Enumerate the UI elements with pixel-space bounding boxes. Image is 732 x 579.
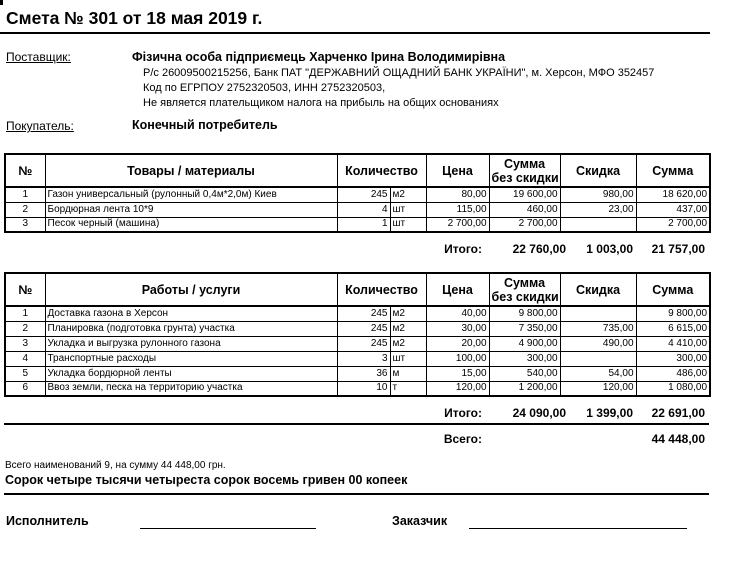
row-sum: 437,00 (636, 202, 710, 217)
row-discount: 120,00 (560, 381, 636, 396)
works-col-sum-no-discount: Сумма без скидки (489, 273, 560, 306)
row-price: 115,00 (426, 202, 489, 217)
customer-label: Заказчик (392, 514, 448, 528)
row-num: 3 (5, 336, 45, 351)
row-num: 1 (5, 187, 45, 202)
goods-col-sum-no-discount: Сумма без скидки (489, 154, 560, 187)
goods-table (4, 153, 711, 233)
works-header-row (5, 273, 710, 306)
row-sum-no-discount: 1 200,00 (489, 381, 560, 396)
row-unit: м2 (390, 187, 426, 202)
goods-col-sum: Сумма (636, 154, 710, 187)
row-sum-no-discount: 7 350,00 (489, 321, 560, 336)
customer-signature-line (469, 528, 687, 529)
row-price: 30,00 (426, 321, 489, 336)
row-name: Укладка бордюрной ленты (45, 366, 337, 381)
totals-divider (4, 423, 709, 425)
goods-col-qty: Количество (337, 154, 426, 187)
supplier-tax-status: Не является плательщиком налога на прибыль на общих основаниях (143, 97, 499, 109)
buyer-label: Покупатель: (6, 119, 74, 133)
goods-col-price: Цена (426, 154, 489, 187)
works-col-qty: Количество (337, 273, 426, 306)
row-qty: 4 (337, 202, 390, 217)
row-sum-no-discount: 9 800,00 (489, 306, 560, 321)
table-row (5, 321, 710, 336)
works-table (4, 272, 711, 397)
goods-col-num: № (5, 154, 45, 187)
amount-in-words: Сорок четыре тысячи четыреста сорок восемь гривен 00 копеек (5, 473, 408, 487)
row-name: Газон универсальный (рулонный 0,4м*2,0м) Киев (45, 187, 337, 202)
row-unit: м2 (390, 336, 426, 351)
row-price: 100,00 (426, 351, 489, 366)
row-qty: 1 (337, 217, 390, 232)
row-unit: м (390, 366, 426, 381)
row-price: 120,00 (426, 381, 489, 396)
row-unit: м2 (390, 321, 426, 336)
row-discount (560, 351, 636, 366)
items-count-summary: Всего наименований 9, на сумму 44 448,00 грн. (5, 460, 226, 471)
row-sum: 6 615,00 (636, 321, 710, 336)
row-num: 6 (5, 381, 45, 396)
works-col-name: Работы / услуги (45, 273, 337, 306)
row-num: 2 (5, 202, 45, 217)
row-num: 4 (5, 351, 45, 366)
supplier-label: Поставщик: (6, 50, 71, 64)
row-price: 15,00 (426, 366, 489, 381)
document-title: Смета № 301 от 18 мая 2019 г. (6, 8, 263, 28)
row-discount: 980,00 (560, 187, 636, 202)
goods-header-row (5, 154, 710, 187)
row-discount: 735,00 (560, 321, 636, 336)
supplier-bank-details: Р/с 26009500215256, Банк ПАТ "ДЕРЖАВНИЙ ОЩАДНИЙ БАНК УКРАЇНИ", м. Херсон, МФО 352457 (143, 67, 655, 79)
table-row (5, 217, 710, 232)
works-col-price: Цена (426, 273, 489, 306)
row-sum-no-discount: 460,00 (489, 202, 560, 217)
row-sum-no-discount: 540,00 (489, 366, 560, 381)
row-sum: 2 700,00 (636, 217, 710, 232)
table-row (5, 306, 710, 321)
supplier-codes: Код по ЕГРПОУ 2752320503, ИНН 2752320503, (143, 82, 386, 94)
row-sum: 9 800,00 (636, 306, 710, 321)
row-unit: м2 (390, 306, 426, 321)
goods-total-discount: 1 003,00 (586, 242, 633, 256)
row-unit: шт (390, 202, 426, 217)
table-row (5, 366, 710, 381)
grand-total-value: 44 448,00 (651, 432, 705, 446)
row-discount (560, 217, 636, 232)
row-sum-no-discount: 4 900,00 (489, 336, 560, 351)
works-total-label: Итого: (444, 406, 482, 420)
works-total-discount: 1 399,00 (586, 406, 633, 420)
row-qty: 245 (337, 336, 390, 351)
row-price: 2 700,00 (426, 217, 489, 232)
row-qty: 245 (337, 321, 390, 336)
row-unit: шт (390, 217, 426, 232)
table-row (5, 187, 710, 202)
table-row (5, 202, 710, 217)
row-price: 40,00 (426, 306, 489, 321)
corner-mark (0, 0, 3, 5)
row-name: Транспортные расходы (45, 351, 337, 366)
row-num: 1 (5, 306, 45, 321)
works-col-num: № (5, 273, 45, 306)
row-name: Доставка газона в Херсон (45, 306, 337, 321)
row-unit: шт (390, 351, 426, 366)
goods-col-discount: Скидка (560, 154, 636, 187)
row-discount: 54,00 (560, 366, 636, 381)
row-num: 2 (5, 321, 45, 336)
row-unit: т (390, 381, 426, 396)
row-num: 3 (5, 217, 45, 232)
goods-col-name: Товары / материалы (45, 154, 337, 187)
executor-label: Исполнитель (6, 514, 89, 528)
grand-total-label: Всего: (443, 432, 482, 446)
row-price: 20,00 (426, 336, 489, 351)
row-sum-no-discount: 300,00 (489, 351, 560, 366)
row-name: Укладка и выгрузка рулонного газона (45, 336, 337, 351)
table-row (5, 381, 710, 396)
table-row (5, 351, 710, 366)
works-col-discount: Скидка (560, 273, 636, 306)
row-sum: 486,00 (636, 366, 710, 381)
row-sum: 18 620,00 (636, 187, 710, 202)
title-divider (0, 32, 710, 34)
table-row (5, 336, 710, 351)
row-qty: 245 (337, 187, 390, 202)
row-qty: 36 (337, 366, 390, 381)
row-sum-no-discount: 2 700,00 (489, 217, 560, 232)
supplier-name: Фізична особа підприємець Харченко Ірина Володимирівна (132, 50, 506, 64)
row-name: Бордюрная лента 10*9 (45, 202, 337, 217)
works-col-sum: Сумма (636, 273, 710, 306)
row-name: Песок черный (машина) (45, 217, 337, 232)
row-sum: 4 410,00 (636, 336, 710, 351)
goods-total-label: Итого: (444, 242, 482, 256)
row-discount (560, 306, 636, 321)
row-qty: 3 (337, 351, 390, 366)
row-sum-no-discount: 19 600,00 (489, 187, 560, 202)
row-qty: 245 (337, 306, 390, 321)
goods-total-sum: 21 757,00 (651, 242, 705, 256)
summary-divider (4, 493, 709, 495)
row-name: Планировка (подготовка грунта) участка (45, 321, 337, 336)
row-price: 80,00 (426, 187, 489, 202)
works-total-sum-no-discount: 24 090,00 (512, 406, 566, 420)
row-sum: 300,00 (636, 351, 710, 366)
row-num: 5 (5, 366, 45, 381)
row-name: Ввоз земли, песка на территорию участка (45, 381, 337, 396)
row-discount: 490,00 (560, 336, 636, 351)
row-qty: 10 (337, 381, 390, 396)
row-sum: 1 080,00 (636, 381, 710, 396)
buyer-name: Конечный потребитель (132, 118, 278, 132)
row-discount: 23,00 (560, 202, 636, 217)
executor-signature-line (140, 528, 316, 529)
goods-total-sum-no-discount: 22 760,00 (512, 242, 566, 256)
works-total-sum: 22 691,00 (651, 406, 705, 420)
